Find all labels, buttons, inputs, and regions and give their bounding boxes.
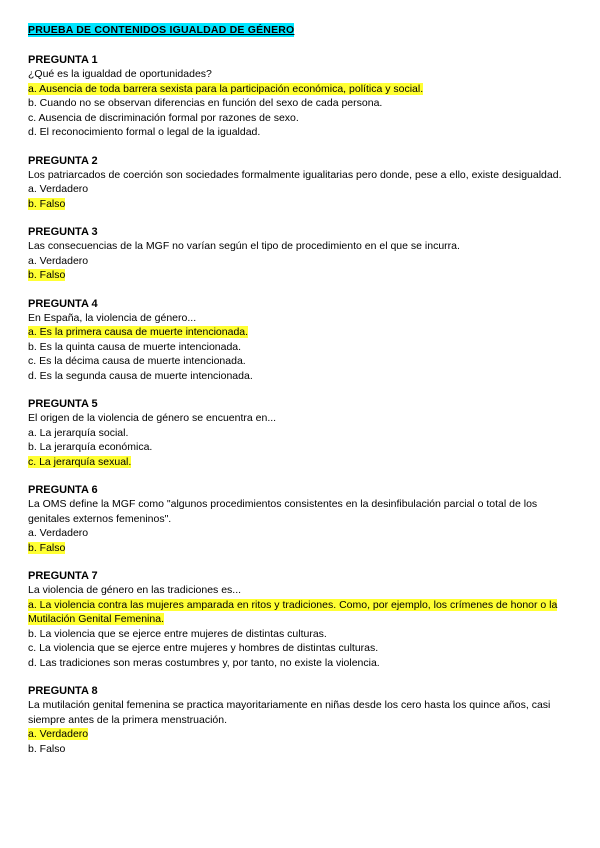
- answer-option-label: a. Ausencia de toda barrera sexista para la participación económica, política y social.: [28, 82, 424, 95]
- question-text: ¿Qué es la igualdad de oportunidades?: [28, 68, 212, 80]
- question-text: Las consecuencias de la MGF no varían según el tipo de procedimiento en el que se incurra.: [28, 240, 460, 252]
- answer-option: [28, 742, 580, 757]
- document-title: PRUEBA DE CONTENIDOS IGUALDAD DE GÉNERO: [28, 24, 295, 36]
- question-heading: PREGUNTA 5: [28, 398, 98, 410]
- answer-option-correct: [28, 82, 580, 97]
- answer-option-label: b. La jerarquía económica.: [28, 441, 153, 453]
- question-text: La violencia de género en las tradiciones es...: [28, 584, 242, 596]
- answer-option-label: b. Falso: [28, 197, 66, 210]
- answer-option-label: b. Es la quinta causa de muerte intencionada.: [28, 340, 242, 353]
- question-heading: PREGUNTA 7: [28, 570, 98, 582]
- answer-option: [28, 526, 580, 541]
- question-text: El origen de la violencia de género se encuentra en...: [28, 412, 277, 424]
- answer-option-label: d. Es la segunda causa de muerte intencionada.: [28, 369, 253, 382]
- question-heading: PREGUNTA 2: [28, 154, 98, 167]
- answer-option-correct: [28, 268, 580, 283]
- answer-option-label: b. Falso: [28, 742, 66, 755]
- answer-option-label: a. Verdadero: [28, 183, 89, 195]
- question-3: [28, 225, 580, 283]
- answer-option: [28, 369, 580, 384]
- answer-option: [28, 440, 580, 455]
- question-4: [28, 297, 580, 384]
- answer-option-correct: [28, 598, 580, 627]
- answer-option-label: b. La violencia que se ejerce entre mujeres de distintas culturas.: [28, 627, 327, 640]
- answer-option: [28, 96, 580, 111]
- answer-option-label: c. Es la décima causa de muerte intencionada.: [28, 355, 246, 367]
- question-8: [28, 684, 580, 756]
- question-6: [28, 483, 580, 555]
- answer-option-label: b. Cuando no se observan diferencias en función del sexo de cada persona.: [28, 97, 383, 109]
- question-5: [28, 397, 580, 469]
- answer-option: [28, 182, 580, 197]
- answer-option-correct: [28, 197, 580, 212]
- answer-option: [28, 641, 580, 656]
- answer-option: [28, 656, 580, 671]
- answer-option-label: a. La jerarquía social.: [28, 426, 129, 439]
- answer-option-label: b. Falso: [28, 541, 66, 554]
- answer-option-correct: [28, 325, 580, 340]
- answer-option-label: d. Las tradiciones son meras costumbres y, por tanto, no existe la violencia.: [28, 656, 380, 669]
- answer-option-label: d. El reconocimiento formal o legal de la igualdad.: [28, 126, 261, 138]
- question-heading: PREGUNTA 4: [28, 297, 98, 310]
- answer-option: [28, 354, 580, 369]
- answer-option-correct: [28, 541, 580, 556]
- answer-option-label: c. Ausencia de discriminación formal por razones de sexo.: [28, 111, 299, 124]
- answer-option: [28, 111, 580, 126]
- question-1: [28, 53, 580, 140]
- answer-option-label: a. Es la primera causa de muerte intencionada.: [28, 326, 249, 338]
- question-heading: PREGUNTA 3: [28, 226, 98, 238]
- answer-option-label: a. Verdadero: [28, 254, 89, 267]
- question-text: La OMS define la MGF como "algunos procedimientos consistentes en la desinfibulación parcial o total de los genitales externos femeninos".: [28, 498, 538, 525]
- answer-option: [28, 125, 580, 140]
- answer-option: [28, 426, 580, 441]
- answer-option-label: a. Verdadero: [28, 527, 89, 539]
- question-2: [28, 154, 580, 212]
- question-heading: PREGUNTA 6: [28, 484, 98, 496]
- question-text: En España, la violencia de género...: [28, 311, 197, 324]
- question-heading: PREGUNTA 8: [28, 685, 98, 697]
- answer-option-label: b. Falso: [28, 269, 66, 281]
- answer-option: [28, 340, 580, 355]
- answer-option: [28, 627, 580, 642]
- question-text: La mutilación genital femenina se practica mayoritariamente en niñas desde los cero hasta los quince años, casi siempre antes de la primera menstruación.: [28, 699, 551, 726]
- answer-option-label: a. Verdadero: [28, 728, 89, 740]
- answer-option: [28, 254, 580, 269]
- answer-option-label: c. La violencia que se ejerce entre mujeres y hombres de distintas culturas.: [28, 642, 379, 654]
- answer-option-correct: [28, 455, 580, 470]
- answer-option-correct: [28, 727, 580, 742]
- answer-option-label: a. La violencia contra las mujeres amparada en ritos y tradiciones. Como, por ejemplo, los crímenes de honor o la Mutilación Genital Femenina.: [28, 598, 558, 625]
- answer-option-label: c. La jerarquía sexual.: [28, 455, 132, 468]
- question-text: Los patriarcados de coerción son sociedades formalmente igualitarias pero donde, pese a ello, existe desigualdad.: [28, 168, 562, 181]
- question-list: [28, 53, 580, 756]
- question-7: [28, 569, 580, 670]
- question-heading: PREGUNTA 1: [28, 54, 98, 66]
